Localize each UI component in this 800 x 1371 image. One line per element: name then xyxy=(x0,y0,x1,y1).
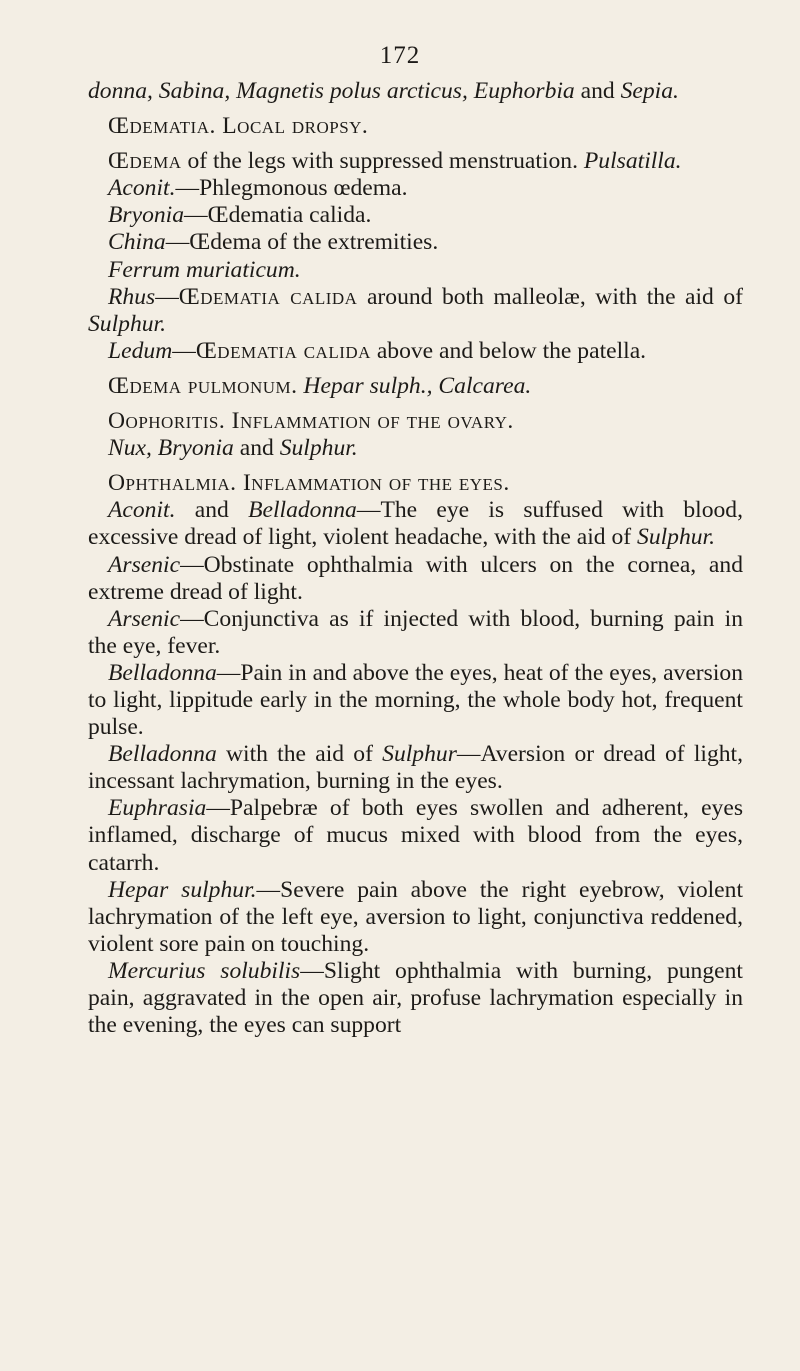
italic-text: Euphrasia xyxy=(108,795,207,822)
body-text: above and below the patella. xyxy=(370,337,647,364)
body-text: —Œdematia calida. xyxy=(184,202,372,229)
paragraph xyxy=(88,877,743,958)
body-text: —Obstinate ophthalmia with ulcers on the cornea, and extreme dread of light. xyxy=(88,551,743,605)
italic-text: Arsenic xyxy=(108,605,181,632)
body-text: —Slight ophthalmia with burning, pungent pain, aggravated in the open air, profuse lachrymation especially in the evening, the eyes can support xyxy=(88,957,743,1039)
italic-text: Ferrum muriaticum. xyxy=(108,256,301,283)
italic-text: Mercurius solubilis xyxy=(108,957,301,984)
paragraph xyxy=(88,435,743,462)
body-text: —Conjunctiva as if injected with blood, burning pain in the eye, fever. xyxy=(88,605,743,659)
body-text: — xyxy=(155,283,179,310)
body-text: and xyxy=(233,435,280,462)
body-text: and xyxy=(175,497,249,524)
italic-text: Bryonia xyxy=(108,202,185,229)
page-number: 172 xyxy=(379,42,421,69)
paragraph xyxy=(88,660,743,741)
italic-text: Nux, Bryonia xyxy=(108,435,234,462)
body-text: with the aid of xyxy=(216,741,383,768)
body-text: —Phlegmonous œdema. xyxy=(175,175,408,202)
italic-text: Sulphur. xyxy=(279,435,358,462)
paragraph xyxy=(88,229,743,256)
small-caps-heading: Œdema pulmonum. xyxy=(108,372,298,399)
paragraph xyxy=(88,175,743,202)
page-text xyxy=(88,78,743,1039)
italic-text: donna, Sabina, Magnetis polus arcticus, Euphorbia xyxy=(88,78,575,104)
italic-text: Ledum xyxy=(108,337,173,364)
italic-text: Aconit. xyxy=(108,497,176,524)
italic-text: Hepar sulph., Calcarea. xyxy=(303,372,532,399)
paragraph xyxy=(88,552,743,606)
small-caps-heading: Œdematia. Local dropsy. xyxy=(108,113,369,140)
italic-text: China xyxy=(108,229,166,256)
paragraph xyxy=(88,470,743,497)
italic-text: Sepia. xyxy=(620,78,679,104)
paragraph xyxy=(88,741,743,795)
body-text: —Pain in and above the eyes, heat of the eyes, aversion to light, lippitude early in the morning, the whole body hot, frequent pulse. xyxy=(88,659,743,741)
paragraph xyxy=(88,78,743,105)
italic-text: Pulsatilla. xyxy=(583,148,682,175)
italic-text: Arsenic xyxy=(108,551,181,578)
body-text: —Aversion or dread of light, incessant lachrymation, burning in the eyes. xyxy=(88,741,743,795)
body-text: —Œdema of the extremities. xyxy=(165,229,439,256)
small-caps-heading: Œdematia calida xyxy=(178,283,358,310)
paragraph xyxy=(88,497,743,551)
paragraph xyxy=(88,284,743,338)
italic-text: Rhus xyxy=(108,283,156,310)
italic-text: Belladonna xyxy=(108,659,217,686)
body-text: around both malleolæ, with the aid of xyxy=(357,283,743,310)
small-caps-heading: Œdematia calida xyxy=(195,337,371,364)
paragraph xyxy=(88,606,743,660)
paragraph xyxy=(88,795,743,876)
italic-text: Sulphur xyxy=(382,741,457,768)
body-text: — xyxy=(172,337,196,364)
body-text: —Palpebræ of both eyes swollen and adherent, eyes inflamed, discharge of mucus mixed with blood from the eyes, catarrh. xyxy=(88,795,743,876)
body-text: —Severe pain above the right eyebrow, violent lachrymation of the left eye, aversion to light, conjunctiva reddened, violent sore pain on touching. xyxy=(88,876,743,957)
italic-text: Sulphur. xyxy=(88,310,167,337)
small-caps-heading: Ophthalmia. Inflammation of the eyes. xyxy=(108,470,510,497)
paragraph xyxy=(88,958,743,1039)
small-caps-heading: Oophoritis. Inflammation of the ovary. xyxy=(108,408,514,435)
body-text: —The eye is suffused with blood, excessive dread of light, violent headache, with the aid of xyxy=(88,497,743,551)
italic-text: Belladonna xyxy=(248,497,357,524)
paragraph xyxy=(88,373,743,400)
paragraph xyxy=(88,202,743,229)
body-text: of the legs with suppressed menstruation. xyxy=(181,148,584,175)
paragraph xyxy=(88,257,743,284)
paragraph xyxy=(88,113,743,140)
italic-text: Sulphur. xyxy=(637,524,716,551)
small-caps-heading: Œdema xyxy=(108,148,182,175)
paragraph xyxy=(88,338,743,365)
italic-text: Aconit. xyxy=(108,175,176,202)
body-text: and xyxy=(574,78,621,104)
paragraph xyxy=(88,408,743,435)
paragraph xyxy=(88,148,743,175)
italic-text: Hepar sulphur. xyxy=(108,876,257,903)
italic-text: Belladonna xyxy=(108,741,217,768)
